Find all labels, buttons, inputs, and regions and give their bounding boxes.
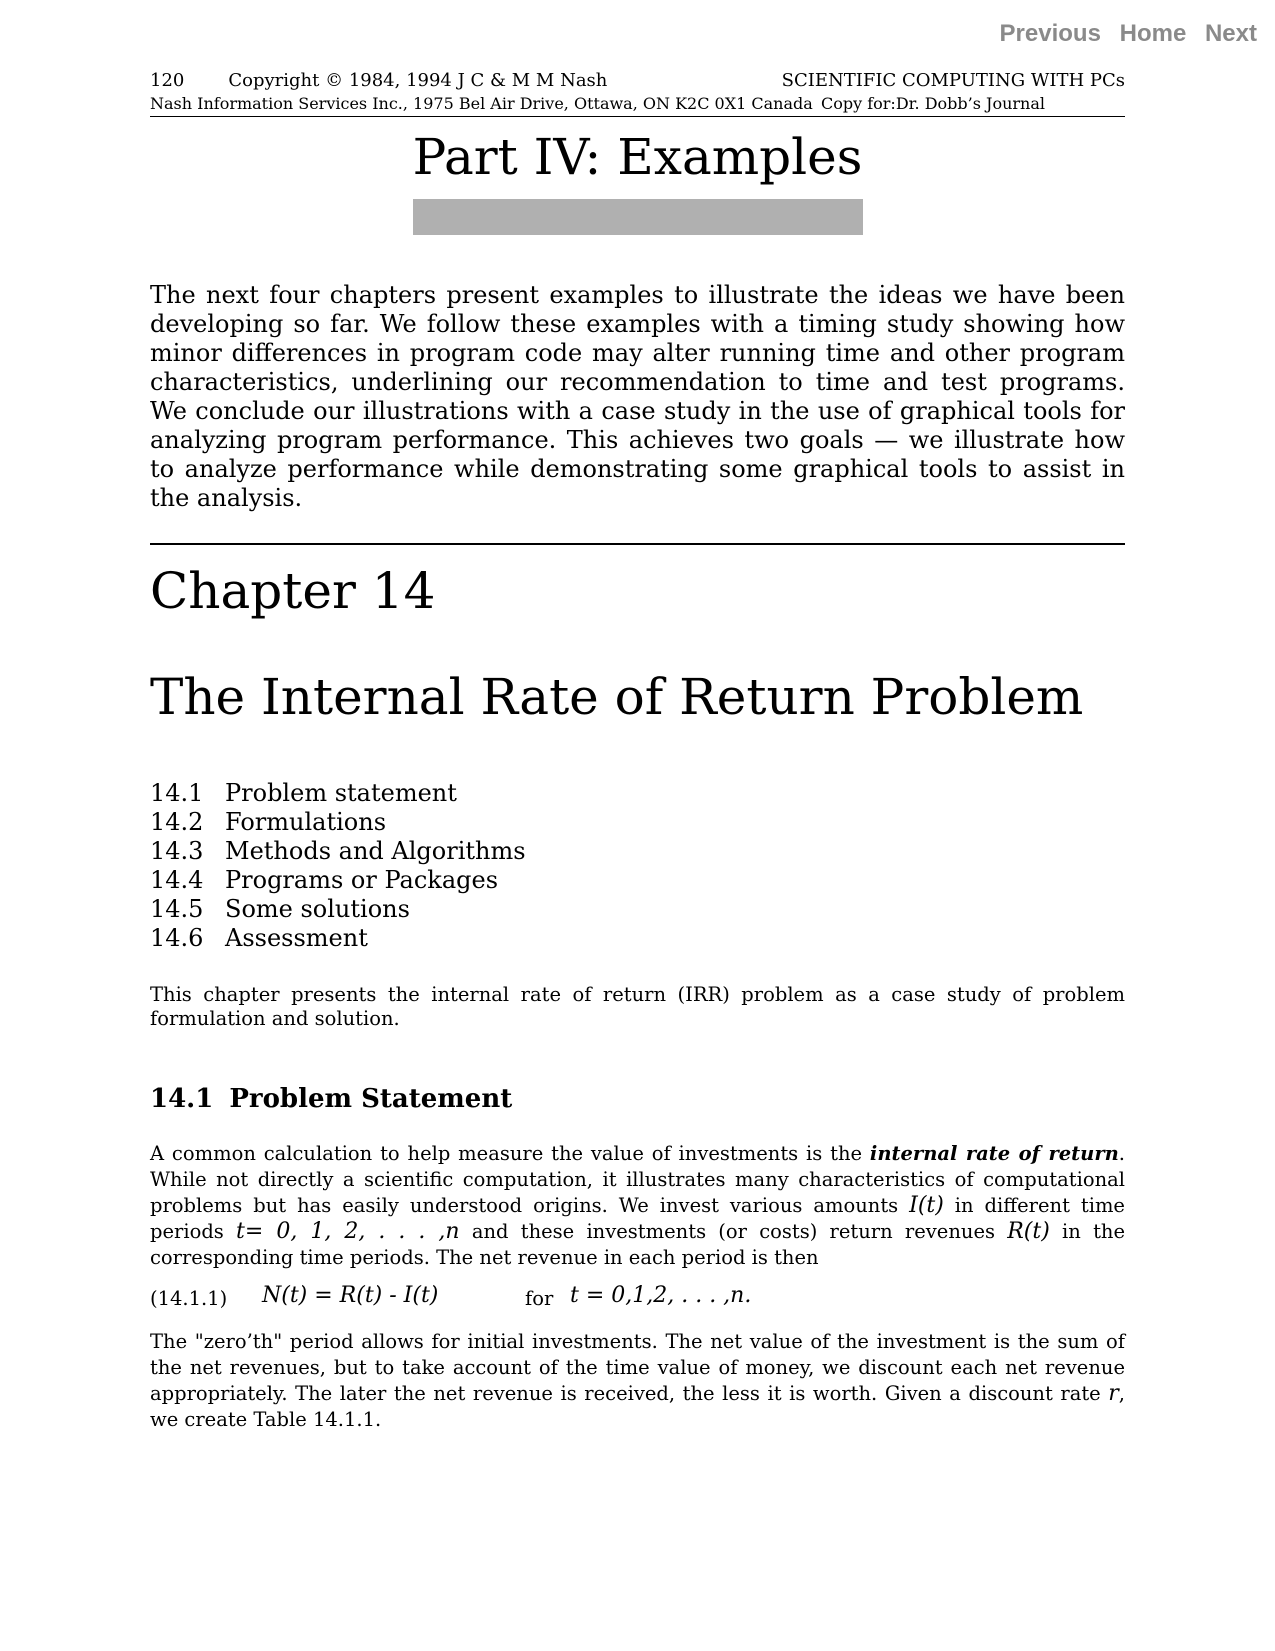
copy-for-notice: Copy for:Dr. Dobb’s Journal — [820, 94, 1045, 113]
toc-item — [150, 808, 1125, 837]
header-rule — [150, 116, 1125, 117]
toc-item-number: 14.5 — [150, 895, 204, 923]
text-run: in the corresponding time periods. The net revenue in each period is then — [150, 1220, 1126, 1269]
page-number: 120 — [150, 70, 185, 91]
toc-item-number: 14.4 — [150, 866, 204, 894]
equation-label: (14.1.1) — [150, 1287, 228, 1310]
equation-14-1-1 — [150, 1281, 1125, 1315]
equation-body: N(t) = R(t) - I(t) — [262, 1283, 439, 1308]
text-run: in different time periods — [150, 1194, 1125, 1243]
page-navigation — [988, 20, 1257, 48]
section-heading — [150, 1083, 1125, 1115]
math-expression: I(t) — [909, 1193, 944, 1218]
next-link[interactable]: Next — [1204, 20, 1257, 47]
page-content — [150, 70, 1125, 1433]
text-run: The "zero’th" period allows for initial investments. The net value of the investment is the sum of the net revenues, but to take account of the time value of money, we discount each net revenue appropriately. The later the net revenue is received, the less it is worth. Given a discount rate — [150, 1330, 1125, 1405]
toc-item-number: 14.2 — [150, 808, 204, 836]
chapter-title: The Internal Rate of Return Problem — [150, 668, 1084, 726]
text-run: , we create Table 14.1.1. — [150, 1382, 1125, 1431]
text-run: . While not directly a scientific computation, it illustrates many characteristics of computational problems but has easily understood origins. We invest various amounts — [150, 1142, 1125, 1217]
toc-item-number: 14.1 — [150, 779, 204, 807]
toc-item-title: Formulations — [225, 808, 387, 836]
part-intro-paragraph: The next four chapters present examples to illustrate the ideas we have been developing so far. We follow these examples with a timing study showing how minor differences in program code may alter running time and other program characteristics, underlining our recommendation to time and test programs. We conclude our illustrations with a case study in the use of graphical tools for analyzing program performance. This achieves two goals — we illustrate how to analyze performance while demonstrating some graphical tools to assist in the analysis. — [150, 281, 1125, 512]
publisher-address: Nash Information Services Inc., 1975 Bel Air Drive, Ottawa, ON K2C 0X1 Canada — [150, 94, 813, 113]
equation-for-word: for — [525, 1287, 554, 1310]
toc-item — [150, 895, 1125, 924]
toc-item-title: Problem statement — [225, 779, 457, 807]
toc-item-title: Methods and Algorithms — [225, 837, 526, 865]
chapter-number: Chapter 14 — [150, 562, 436, 620]
text-run: A common calculation to help measure the value of investments is the — [150, 1142, 870, 1165]
math-expression: R(t) — [1007, 1219, 1050, 1244]
toc-item-title: Some solutions — [225, 895, 410, 923]
toc-item — [150, 779, 1125, 808]
problem-paragraph — [150, 1141, 1125, 1271]
part-title: Part IV: Examples — [412, 128, 863, 186]
toc-item-title: Programs or Packages — [225, 866, 499, 894]
chapter-intro-paragraph: This chapter presents the internal rate of return (IRR) problem as a case study of problem formulation and solution. — [150, 983, 1125, 1030]
copyright-notice: Copyright © 1984, 1994 J C & M M Nash — [228, 70, 608, 91]
home-link[interactable]: Home — [1119, 20, 1187, 47]
key-term: internal rate of return — [869, 1142, 1119, 1165]
chapter-rule — [150, 543, 1125, 545]
math-expression: t= 0, 1, 2, . . . ,n — [236, 1219, 460, 1244]
section-title: Problem Statement — [229, 1084, 513, 1114]
toc-item-title: Assessment — [225, 924, 368, 952]
running-head-left — [150, 70, 607, 92]
chapter-contents — [150, 779, 1125, 953]
toc-item-number: 14.3 — [150, 837, 204, 865]
toc-item — [150, 924, 1125, 953]
part-title-bar — [413, 199, 863, 235]
previous-link[interactable]: Previous — [999, 20, 1101, 47]
toc-item — [150, 837, 1125, 866]
math-expression: r — [1108, 1381, 1119, 1406]
toc-item — [150, 866, 1125, 895]
running-head — [150, 70, 1125, 114]
equation-range: t = 0,1,2, . . . ,n. — [570, 1283, 752, 1308]
text-run: and these investments (or costs) return revenues — [459, 1220, 1008, 1243]
discount-paragraph — [150, 1329, 1125, 1433]
book-title: SCIENTIFIC COMPUTING WITH PCs — [781, 70, 1125, 91]
section-number: 14.1 — [150, 1084, 214, 1114]
toc-item-number: 14.6 — [150, 924, 204, 952]
